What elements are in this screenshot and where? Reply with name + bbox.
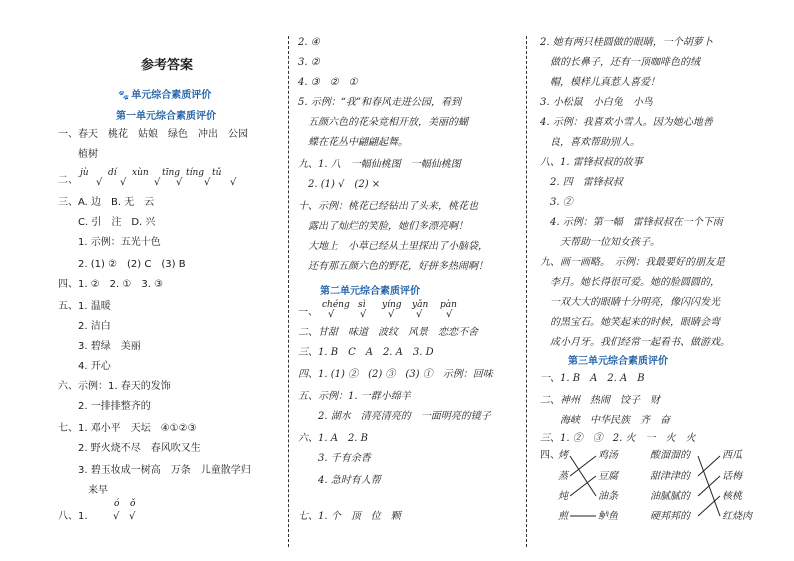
match-right-b-item: 红烧肉 — [722, 511, 752, 522]
check-mark-icon: √ — [388, 309, 395, 320]
match-right-b-item: 西瓜 — [722, 450, 742, 461]
answer-line: 海峡 中华民族 齐 奋 — [540, 415, 670, 426]
pinyin-q1-3: yíng — [382, 300, 402, 310]
answer-line: 3. 千有余香 — [298, 453, 371, 464]
answer-line: 一、1. B A 2. A B — [540, 373, 645, 384]
match-line — [698, 476, 720, 496]
match-right-a-item: 酸溜溜的 — [650, 450, 690, 461]
answer-line: 2. 四 雷锋叔叔 — [540, 177, 623, 188]
answer-line: 2. 野火烧不尽 春风吹又生 — [58, 443, 201, 454]
answer-line: 九、1. 八 一幅仙桃图 一幅仙桃图 — [298, 159, 461, 170]
pinyin-q2-5: tíng — [186, 168, 205, 178]
answer-line: 七、1. 个 顶 位 颗 — [298, 511, 401, 522]
section-header-text: 单元综合素质评价 — [131, 90, 212, 101]
answer-line: 一双大大的眼睛十分明亮，像闪闪发光 — [540, 297, 720, 308]
answer-line: 三、1. B C A 2. A 3. D — [298, 347, 434, 358]
answer-line: 良，喜欢帮助别人。 — [540, 137, 640, 148]
answer-column-3 — [540, 0, 780, 561]
answer-line: 露出了灿烂的笑脸，她们多漂亮啊！ — [298, 221, 468, 232]
check-mark-icon: √ — [113, 511, 120, 522]
answer-column-2 — [298, 0, 516, 561]
answer-line: 二、 — [58, 175, 78, 186]
answer-line: 五、示例：1. 一群小绵羊 — [298, 391, 411, 402]
match-left-item: 煎 — [558, 511, 568, 522]
match-right-a-item: 硬邦邦的 — [650, 511, 690, 522]
pinyin-q1-4: yǎn — [412, 300, 429, 310]
answer-line: 2. 一排排整齐的 — [58, 401, 151, 412]
match-line — [570, 476, 596, 496]
check-mark-icon: √ — [328, 309, 335, 320]
section-header — [118, 86, 211, 101]
answer-line: 2. 她有两只桂圆做的眼睛，一个胡萝卜 — [540, 37, 713, 48]
match-left-item: 蒸 — [558, 471, 568, 482]
answer-line: 五、1. 温暖 — [58, 301, 111, 312]
answer-line: 三、A. 边 B. 无 云 — [58, 197, 155, 208]
answer-line: 5. 示例：“我”和春风走进公园，看到 — [298, 97, 461, 108]
answer-line: 帽，模样儿真惹人喜爱！ — [540, 77, 660, 88]
check-mark-icon: √ — [129, 511, 136, 522]
answer-line: 十、示例：桃花已经钻出了头来，桃花也 — [298, 201, 478, 212]
answer-line: 七、1. 邓小平 天坛 ④①②③ — [58, 423, 197, 434]
answer-line: 八、1. — [58, 511, 88, 522]
match-line — [570, 456, 596, 476]
answer-line: 三、1. ② ③ 2. 火 一 火 火 — [540, 433, 696, 444]
check-mark-icon: √ — [446, 309, 453, 320]
answer-line: 2. (1) ② (2) C (3) B — [58, 259, 186, 270]
match-mid-item: 鲈鱼 — [598, 511, 618, 522]
answer-line: 李月。她长得很可爱。她的脸圆圆的， — [540, 277, 720, 288]
answer-line: 4. 急时有人帮 — [298, 475, 381, 486]
match-line — [570, 456, 596, 496]
column-divider — [288, 36, 289, 547]
page-title: 参考答案 — [140, 58, 193, 73]
column-divider — [526, 36, 527, 547]
pinyin-q2-1: jù — [80, 168, 89, 178]
answer-line: 3. ② — [298, 57, 320, 68]
answer-line: 二、神州 热闹 饺子 财 — [540, 395, 660, 406]
answer-line: 六、1. A 2. B — [298, 433, 369, 444]
matching-lines — [540, 448, 780, 528]
answer-line: 四、1. ② 2. ① 3. ③ — [58, 279, 164, 290]
answer-line: C. 引 注 D. 兴 — [58, 217, 156, 228]
answer-line: 蝶在花丛中翩翩起舞。 — [298, 137, 408, 148]
answer-line: 4. 示例：我喜欢小雪人。因为她心地善 — [540, 117, 713, 128]
check-mark-icon: √ — [120, 177, 127, 188]
answer-line: 六、示例：1. 春天的发饰 — [58, 381, 171, 392]
answer-line: 3. 小松鼠 小白兔 小鸟 — [540, 97, 653, 108]
answer-line: 4. 示例：第一幅 雷锋叔叔在一个下雨 — [540, 217, 723, 228]
check-mark-icon: √ — [204, 177, 211, 188]
tone-mark-q8-1: ó — [114, 499, 120, 509]
pinyin-q2-4: tīng — [162, 168, 181, 178]
answer-line: 3. 碧绿 美丽 — [58, 341, 141, 352]
answer-line: 还有那五颜六色的野花，好拼多热闹啊！ — [298, 261, 488, 272]
pinyin-q2-6: tǔ — [212, 168, 222, 178]
answer-line: 植树 — [58, 149, 98, 160]
answer-line: 五颜六色的花朵竞相开放，美丽的蝴 — [298, 117, 468, 128]
check-mark-icon: √ — [176, 177, 183, 188]
answer-line: 2. 湖水 清亮清亮的 一面明亮的镜子 — [298, 411, 491, 422]
unit1-header: 第一单元综合素质评价 — [116, 111, 216, 122]
answer-line: 4. 开心 — [58, 361, 111, 372]
answer-line: 3. ② — [540, 197, 573, 208]
answer-line: 一、春天 桃花 姑娘 绿色 冲出 公园 — [58, 129, 248, 140]
answer-line: 来早 — [58, 485, 108, 496]
check-mark-icon: √ — [230, 177, 237, 188]
pinyin-q2-2: dí — [108, 168, 117, 178]
pinyin-q2-3: xùn — [132, 168, 149, 178]
match-right-a-item: 甜津津的 — [650, 471, 690, 482]
match-left-item: 烤 — [558, 450, 568, 461]
check-mark-icon: √ — [416, 309, 423, 320]
pinyin-q1-5: pàn — [440, 300, 457, 310]
answer-line: 2. (1) √ (2) × — [298, 179, 381, 190]
answer-line: 3. 碧玉妆成一树高 万条 儿童散学归 — [58, 465, 251, 476]
answer-line: 做的长鼻子，还有一顶咖啡色的绒 — [540, 57, 700, 68]
pinyin-q1-2: sì — [358, 300, 366, 310]
answer-line: 八、1. 雷锋叔叔的故事 — [540, 157, 643, 168]
check-mark-icon: √ — [96, 177, 103, 188]
match-mid-item: 油条 — [598, 491, 618, 502]
answer-line: 4. ③ ② ① — [298, 77, 358, 88]
answer-line: 2. ④ — [298, 37, 320, 48]
unit2-header: 第二单元综合素质评价 — [320, 286, 420, 297]
pinyin-q1-1: chéng — [322, 300, 350, 310]
answer-line: 天帮助一位知女孩子。 — [540, 237, 660, 248]
match-right-b-item: 核桃 — [722, 491, 742, 502]
check-mark-icon: √ — [360, 309, 367, 320]
match-mid-item: 豆腐 — [598, 471, 618, 482]
check-mark-icon: √ — [154, 177, 161, 188]
match-left-item: 炖 — [558, 491, 568, 502]
match-right-b-item: 话梅 — [722, 471, 742, 482]
match-mid-item: 鸡汤 — [598, 450, 618, 461]
answer-column-1 — [58, 0, 280, 561]
answer-line: 的黑宝石。她笑起来的时候，眼睛会弯 — [540, 317, 720, 328]
match-label: 四、 — [540, 450, 560, 461]
paw-icon: 🐾 — [118, 91, 130, 101]
unit3-header: 第三单元综合素质评价 — [568, 356, 668, 367]
answer-line: 九、画一画略。 示例：我最要好的朋友是 — [540, 257, 725, 268]
tone-mark-q8-2: ǒ — [130, 499, 136, 509]
answer-line: 成小月牙。我们经常一起看书、做游戏。 — [540, 337, 730, 348]
answer-line: 二、甘甜 味道 波纹 风景 恋恋不舍 — [298, 327, 478, 338]
answer-line: 2. 洁白 — [58, 321, 111, 332]
answer-line: 四、1. (1) ② (2) ③ (3) ① 示例：回味 — [298, 369, 493, 380]
answer-line: 大地上 小草已经从土里探出了小脑袋， — [298, 241, 488, 252]
answer-line: 一、 — [298, 307, 318, 318]
match-right-a-item: 油腻腻的 — [650, 491, 690, 502]
answer-line: 1. 示例：五光十色 — [58, 237, 161, 248]
